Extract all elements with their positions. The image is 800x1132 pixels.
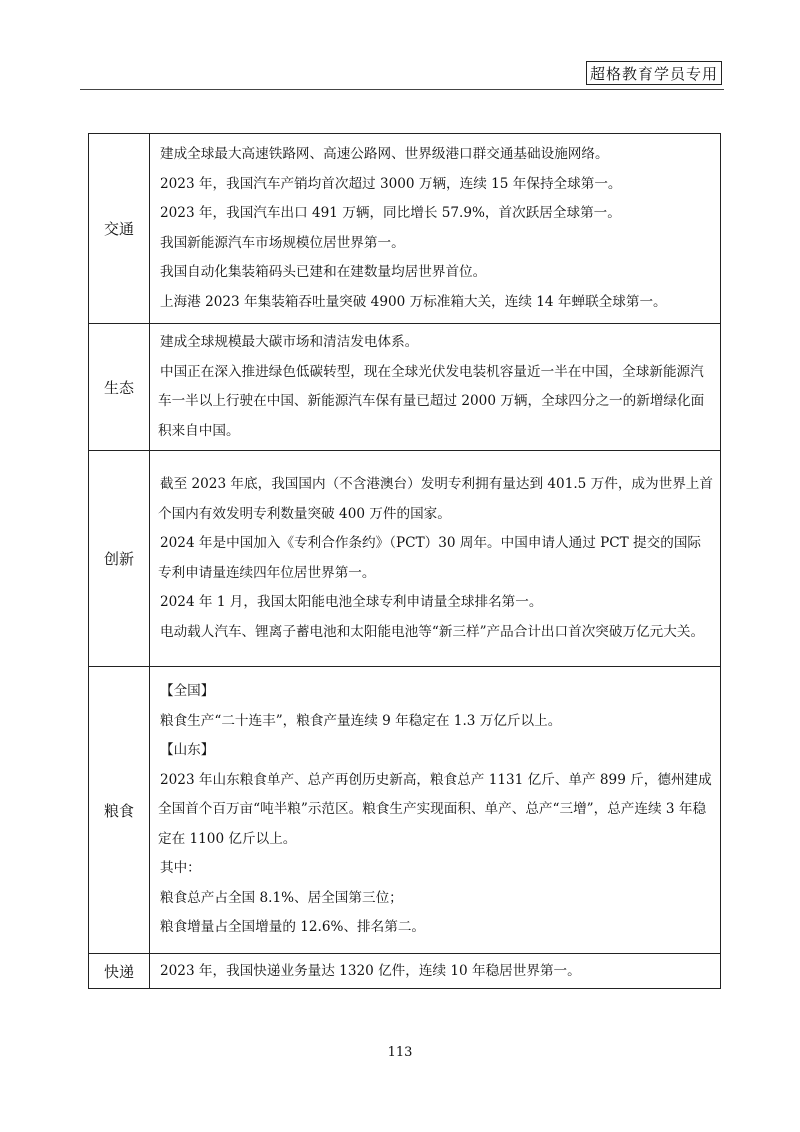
text-line: 建成全球规模最大碳市场和清洁发电体系。 bbox=[160, 334, 419, 350]
text-line: 粮食增量占全国增量的 12.6%、排名第二。 bbox=[160, 919, 426, 936]
header-tag: 超格教育学员专用 bbox=[586, 61, 722, 85]
text-line: 2023 年，我国汽车出口 491 万辆，同比增长 57.9%，首次跃居全球第一。 bbox=[160, 205, 621, 221]
text-paragraph: 中国正在深入推进绿色低碳转型，现在全球光伏发电装机容量近一半在中国，全球新能源汽车一半以上行驶在中国、新能源汽车保有量已超过 2000 万辆，全球四分之一的新增绿化面积来自中国。 bbox=[158, 363, 705, 439]
text-line: 我国自动化集装箱码头已建和在建数量均居世界首位。 bbox=[160, 264, 487, 280]
content-cell bbox=[150, 324, 721, 451]
category-cell: 交通 bbox=[89, 134, 150, 324]
text-line: 建成全球最大高速铁路网、高速公路网、世界级港口群交通基础设施网络。 bbox=[160, 146, 609, 162]
text-line: 其中： bbox=[160, 860, 201, 877]
page-number: 113 bbox=[387, 1045, 413, 1060]
text-line: 2023 年，我国快递业务量达 1320 亿件，连续 10 年稳居世界第一。 bbox=[160, 963, 581, 979]
text-line: 【全国】 bbox=[160, 683, 215, 700]
table-row-shengtai bbox=[89, 324, 721, 451]
text-paragraph: 电动载人汽车、锂离子蓄电池和太阳能电池等“新三样”产品合计出口首次突破万亿元大关。 bbox=[160, 623, 705, 640]
table-row-kuaidi bbox=[89, 954, 721, 989]
text-line: 粮食总产占全国 8.1%、居全国第三位； bbox=[160, 889, 403, 906]
text-line: 我国新能源汽车市场规模位居世界第一。 bbox=[160, 234, 405, 251]
category-cell: 生态 bbox=[89, 324, 150, 451]
text-line: 上海港 2023 年集装箱吞吐量突破 4900 万标准箱大关，连续 14 年蝉联全球第一。 bbox=[160, 293, 667, 310]
category-cell: 创新 bbox=[89, 451, 150, 667]
text-line: 粮食生产“二十连丰”，粮食产量连续 9 年稳定在 1.3 万亿斤以上。 bbox=[160, 712, 562, 729]
header-rule bbox=[80, 89, 724, 90]
content-cell bbox=[150, 134, 721, 324]
text-paragraph: 截至 2023 年底，我国国内（不含港澳台）发明专利拥有量达到 401.5 万件，成为世界上首个国内有效发明专利数量突破 400 万件的国家。 bbox=[158, 476, 713, 522]
text-line: 2024 年 1 月，我国太阳能电池全球专利申请量全球排名第一。 bbox=[160, 594, 543, 610]
content-cell bbox=[150, 667, 721, 954]
category-cell: 快递 bbox=[89, 954, 150, 989]
table-row-liangshi bbox=[89, 667, 721, 954]
text-line: 2023 年，我国汽车产销均首次超过 3000 万辆，连续 15 年保持全球第一。 bbox=[160, 175, 622, 192]
content-cell bbox=[150, 451, 721, 667]
table-row-jiaotong bbox=[89, 134, 721, 324]
content-table bbox=[88, 133, 721, 989]
content-cell bbox=[150, 954, 721, 989]
text-line: 【山东】 bbox=[160, 742, 215, 759]
category-cell: 粮食 bbox=[89, 667, 150, 954]
table-row-chuangxin bbox=[89, 451, 721, 667]
text-paragraph: 2024 年是中国加入《专利合作条约》（PCT）30 周年。中国申请人通过 PCT 提交的国际专利申请量连续四年位居世界第一。 bbox=[158, 535, 702, 581]
text-paragraph: 2023 年山东粮食单产、总产再创历史新高，粮食总产 1131 亿斤、单产 899 斤，德州建成全国首个百万亩“吨半粮”示范区。粮食生产实现面积、单产、总产“三增”，总产连续 3 年稳定在 1100 亿斤以上。 bbox=[158, 771, 712, 847]
